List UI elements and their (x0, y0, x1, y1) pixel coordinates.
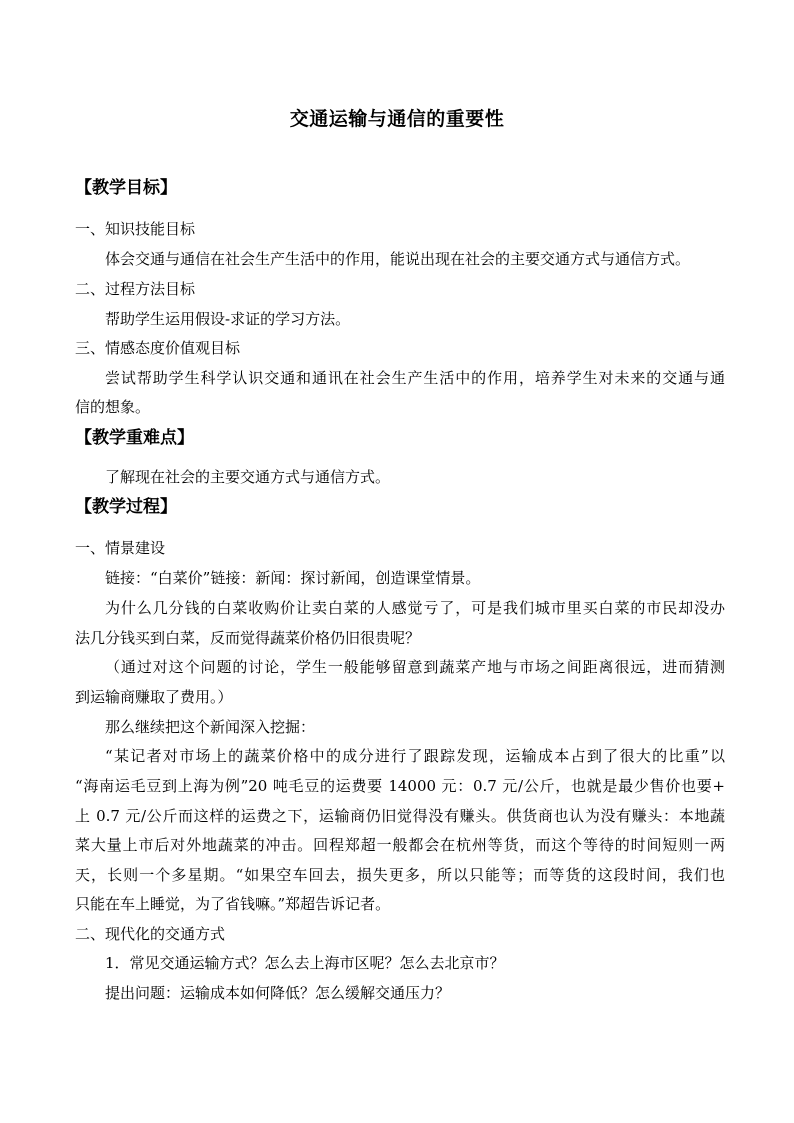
news-line6: 只能在车上睡觉，为了省钱嘛。”郑超告诉记者。 (75, 895, 391, 913)
goal3-title: 三、情感态度价值观目标 (75, 339, 241, 357)
news-line3: 上 0.7 元/公斤而这样的运费之下，运输商仍旧觉得没有赚头。供货商也认为没有赚头：本地蔬 (75, 807, 725, 825)
continue-text: 那么继续把这个新闻深入挖掘： (105, 718, 316, 736)
goal3-text-line1: 尝试帮助学生科学认识交通和通讯在社会生产生活中的作用，培养学生对未来的交通与通 (105, 369, 725, 387)
section-heading-process: 【教学过程】 (75, 497, 177, 517)
document-title: 交通运输与通信的重要性 (289, 108, 505, 130)
goal2-title: 二、过程方法目标 (75, 280, 196, 298)
difficulty-text: 了解现在社会的主要交通方式与通信方式。 (105, 468, 391, 486)
modern-question2: 提出问题：运输成本如何降低？怎么缓解交通压力？ (105, 984, 451, 1002)
news-line5: 天，长则一个多星期。“如果空车回去，损失更多，所以只能等；而等货的这段时间，我们也 (75, 866, 725, 884)
scene-title: 一、情景建设 (75, 539, 166, 557)
news-line1: “某记者对市场上的蔬菜价格中的成分进行了跟踪发现，运输成本占到了很大的比重”以 (105, 747, 725, 765)
scene-link-text: 链接：“白菜价”链接：新闻：探讨新闻，创造课堂情景。 (105, 569, 481, 587)
news-line4: 菜大量上市后对外地蔬菜的冲击。回程郑超一般都会在杭州等货，而这个等待的时间短则一两 (75, 836, 725, 854)
modern-question1: 1．常见交通运输方式？怎么去上海市区呢？怎么去北京市？ (105, 954, 505, 972)
news-line2: “海南运毛豆到上海为例”20 吨毛豆的运费要 14000 元：0.7 元/公斤，也就是最少售价也要+ (75, 777, 725, 795)
goal3-text-line2: 信的想象。 (75, 398, 151, 416)
discussion-line2: 到运输商赚取了费用。） (75, 688, 233, 706)
question-line2: 法几分钱买到白菜，反而觉得蔬菜价格仍旧很贵呢？ (75, 629, 421, 647)
discussion-line1: （通过对这个问题的讨论，学生一般能够留意到蔬菜产地与市场之间距离很远，进而猜测 (105, 658, 725, 676)
question-line1: 为什么几分钱的白菜收购价让卖白菜的人感觉亏了，可是我们城市里买白菜的市民却没办 (105, 599, 725, 617)
goal2-text: 帮助学生运用假设-求证的学习方法。 (105, 310, 351, 328)
section-heading-difficulty: 【教学重难点】 (75, 428, 194, 448)
modern-title: 二、现代化的交通方式 (75, 925, 226, 943)
goal1-title: 一、知识技能目标 (75, 220, 196, 238)
goal1-text: 体会交通与通信在社会生产生活中的作用，能说出现在社会的主要交通方式与通信方式。 (105, 250, 691, 268)
section-heading-goals: 【教学目标】 (75, 178, 177, 198)
